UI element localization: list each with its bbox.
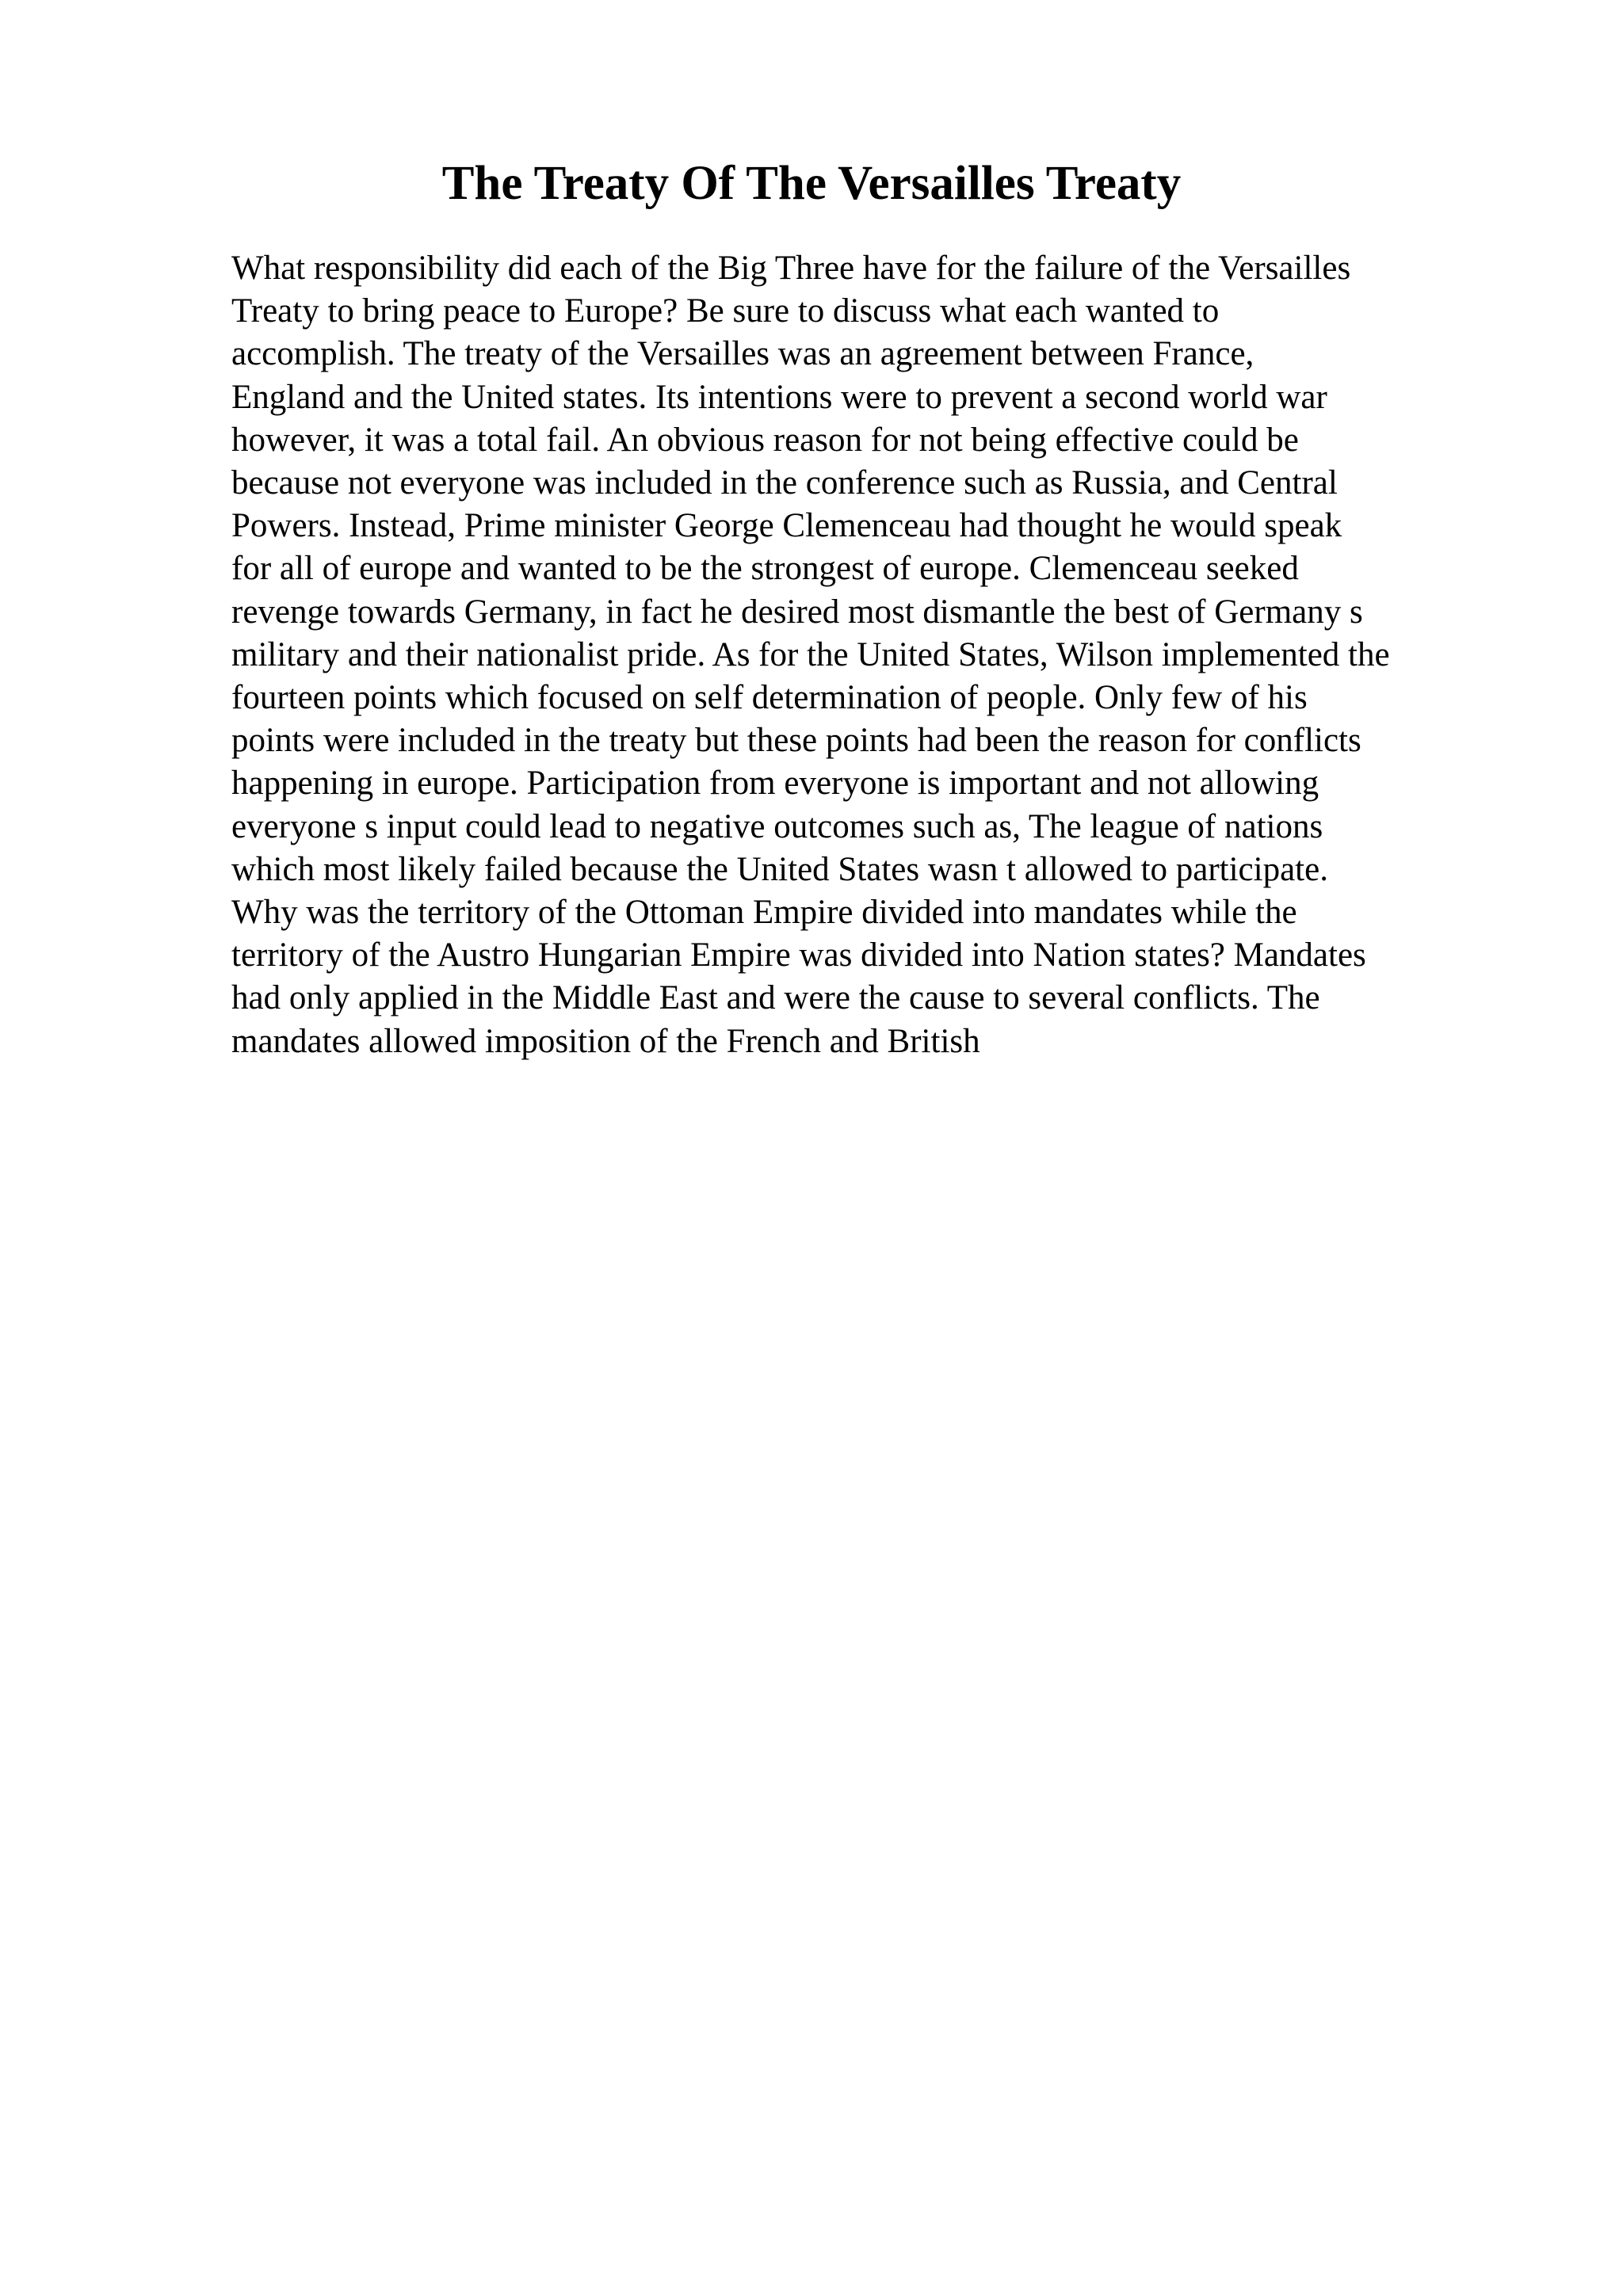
body-line: because not everyone was included in the conference such as Russia, and Central: [231, 464, 1338, 502]
body-line: Why was the territory of the Ottoman Empire divided into mandates while the: [231, 894, 1297, 932]
body-line: military and their nationalist pride. As for the United States, Wilson implemented the: [231, 635, 1390, 673]
body-line: which most likely failed because the United States wasn t allowed to participate.: [231, 850, 1328, 888]
body-line: Treaty to bring peace to Europe? Be sure to discuss what each wanted to: [231, 292, 1220, 330]
body-line: points were included in the treaty but these points had been the reason for conflicts: [231, 722, 1361, 760]
document-title: The Treaty Of The Versailles Treaty: [441, 157, 1182, 210]
body-line: revenge towards Germany, in fact he desired most dismantle the best of Germany s: [231, 593, 1363, 631]
body-line: everyone s input could lead to negative outcomes such as, The league of nations: [231, 807, 1323, 845]
body-line: fourteen points which focused on self determination of people. Only few of his: [231, 679, 1308, 717]
body-line: Powers. Instead, Prime minister George Clemenceau had thought he would speak: [231, 507, 1342, 545]
body-line: mandates allowed imposition of the French and British: [231, 1022, 980, 1060]
body-line: accomplish. The treaty of the Versailles was an agreement between France,: [231, 335, 1254, 373]
body-line: had only applied in the Middle East and were the cause to several conflicts. The: [231, 979, 1320, 1017]
body-line: England and the United states. Its intentions were to prevent a second world war: [231, 378, 1327, 416]
document-body: [231, 247, 1594, 1063]
body-line: happening in europe. Participation from everyone is important and not allowing: [231, 765, 1319, 803]
body-line: for all of europe and wanted to be the strongest of europe. Clemenceau seeked: [231, 550, 1299, 588]
body-line: What responsibility did each of the Big Three have for the failure of the Versailles: [231, 250, 1351, 287]
body-line: however, it was a total fail. An obvious reason for not being effective could be: [231, 421, 1299, 459]
body-line: territory of the Austro Hungarian Empire was divided into Nation states? Mandates: [231, 936, 1366, 974]
